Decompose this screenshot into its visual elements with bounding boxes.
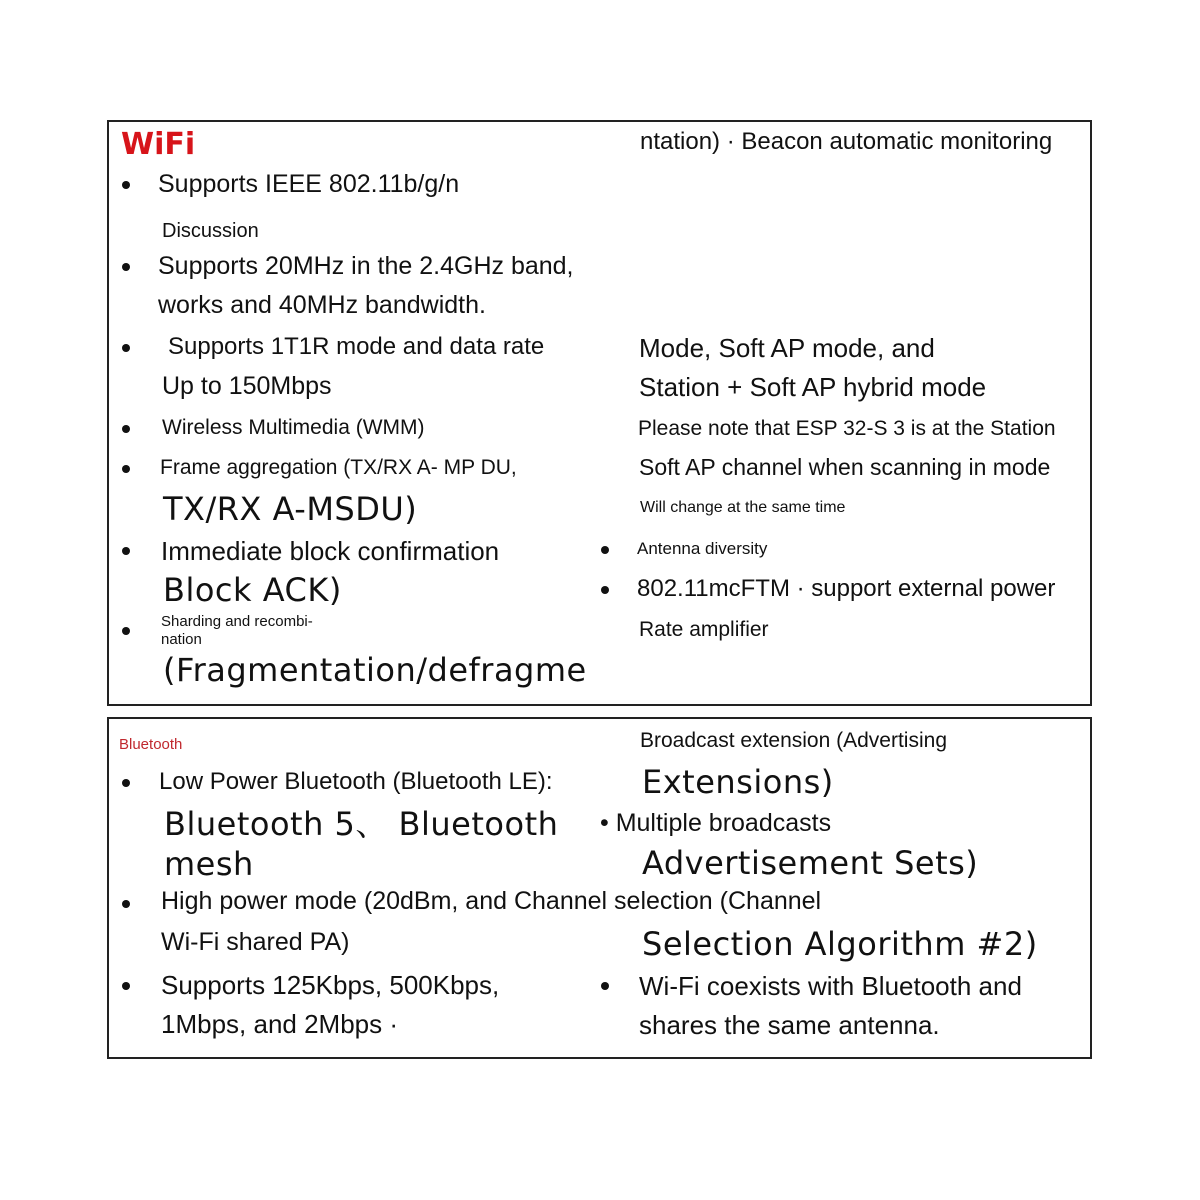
wifi-scan-channel: Soft AP channel when scanning in mode (639, 454, 1051, 480)
wifi-softap-mode: Mode, Soft AP mode, and (639, 333, 935, 363)
wifi-change-note: Will change at the same time (640, 499, 846, 516)
bt-version: Bluetooth 5、 Bluetooth (164, 805, 559, 843)
bullet-icon (122, 627, 130, 635)
bullet-icon (122, 263, 130, 271)
bullet-icon (122, 982, 130, 990)
bt-low-power: Low Power Bluetooth (Bluetooth LE): (159, 768, 553, 795)
bullet-icon (601, 546, 609, 554)
wifi-discussion: Discussion (162, 220, 259, 242)
wifi-rate-amplifier: Rate amplifier (639, 618, 769, 641)
wifi-frame-aggregation: Frame aggregation (TX/RX A- MP DU, (160, 456, 517, 479)
wifi-station-note: Please note that ESP 32-S 3 is at the Station (638, 417, 1056, 440)
bt-data-rates: Supports 125Kbps, 500Kbps, (161, 970, 500, 1000)
bt-multiple-broadcasts: • Multiple broadcasts (600, 809, 832, 837)
bullet-icon (601, 586, 609, 594)
bullet-icon (122, 181, 130, 189)
wifi-beacon-monitoring: ntation) · Beacon automatic monitoring (640, 128, 1053, 155)
bullet-icon (122, 344, 130, 352)
bt-broadcast-extension: Broadcast extension (Advertising (640, 729, 947, 752)
bullet-icon (601, 982, 609, 990)
bt-advertising-extensions: Extensions) (642, 763, 834, 801)
wifi-ieee-support: Supports IEEE 802.11b/g/n (158, 170, 460, 198)
bt-data-rates-cont: 1Mbps, and 2Mbps · (161, 1009, 399, 1039)
wifi-ftm-support: 802.11mcFTM · support external power (637, 575, 1056, 602)
wifi-fragmentation: (Fragmentation/defragme (163, 651, 587, 689)
bt-wifi-coexist: Wi-Fi coexists with Bluetooth and (639, 971, 1022, 1001)
wifi-data-rate: Up to 150Mbps (162, 372, 332, 400)
wifi-sharding: Sharding and recombi- (161, 613, 313, 630)
wifi-title: WiFi (121, 127, 196, 162)
bt-shared-antenna: shares the same antenna. (639, 1010, 940, 1040)
wifi-band-support: Supports 20MHz in the 2.4GHz band, (158, 252, 574, 280)
wifi-bandwidth: works and 40MHz bandwidth. (158, 291, 486, 319)
bullet-icon (122, 425, 130, 433)
wifi-block-ack: Block ACK) (163, 571, 342, 609)
bt-advertisement-sets: Advertisement Sets) (642, 844, 979, 882)
wifi-sharding-cont: nation (161, 631, 202, 648)
bullet-icon (122, 465, 130, 473)
wifi-1t1r-mode: Supports 1T1R mode and data rate (168, 333, 545, 360)
wifi-hybrid-mode: Station + Soft AP hybrid mode (639, 372, 987, 402)
bt-mesh: mesh (164, 845, 254, 883)
wifi-block-confirmation: Immediate block confirmation (161, 536, 500, 566)
bt-high-power-mode: High power mode (20dBm, and Channel selection (Channel (161, 887, 822, 915)
wifi-wmm: Wireless Multimedia (WMM) (162, 416, 425, 439)
bullet-icon (122, 900, 130, 908)
wifi-antenna-diversity: Antenna diversity (637, 539, 768, 558)
bullet-icon (122, 779, 130, 787)
bt-channel-selection-algorithm: Selection Algorithm #2) (642, 925, 1038, 963)
bullet-icon (122, 547, 130, 555)
wifi-amsdu: TX/RX A-MSDU) (163, 490, 418, 528)
bluetooth-title: Bluetooth (119, 736, 183, 753)
bt-shared-pa: Wi-Fi shared PA) (161, 928, 350, 956)
